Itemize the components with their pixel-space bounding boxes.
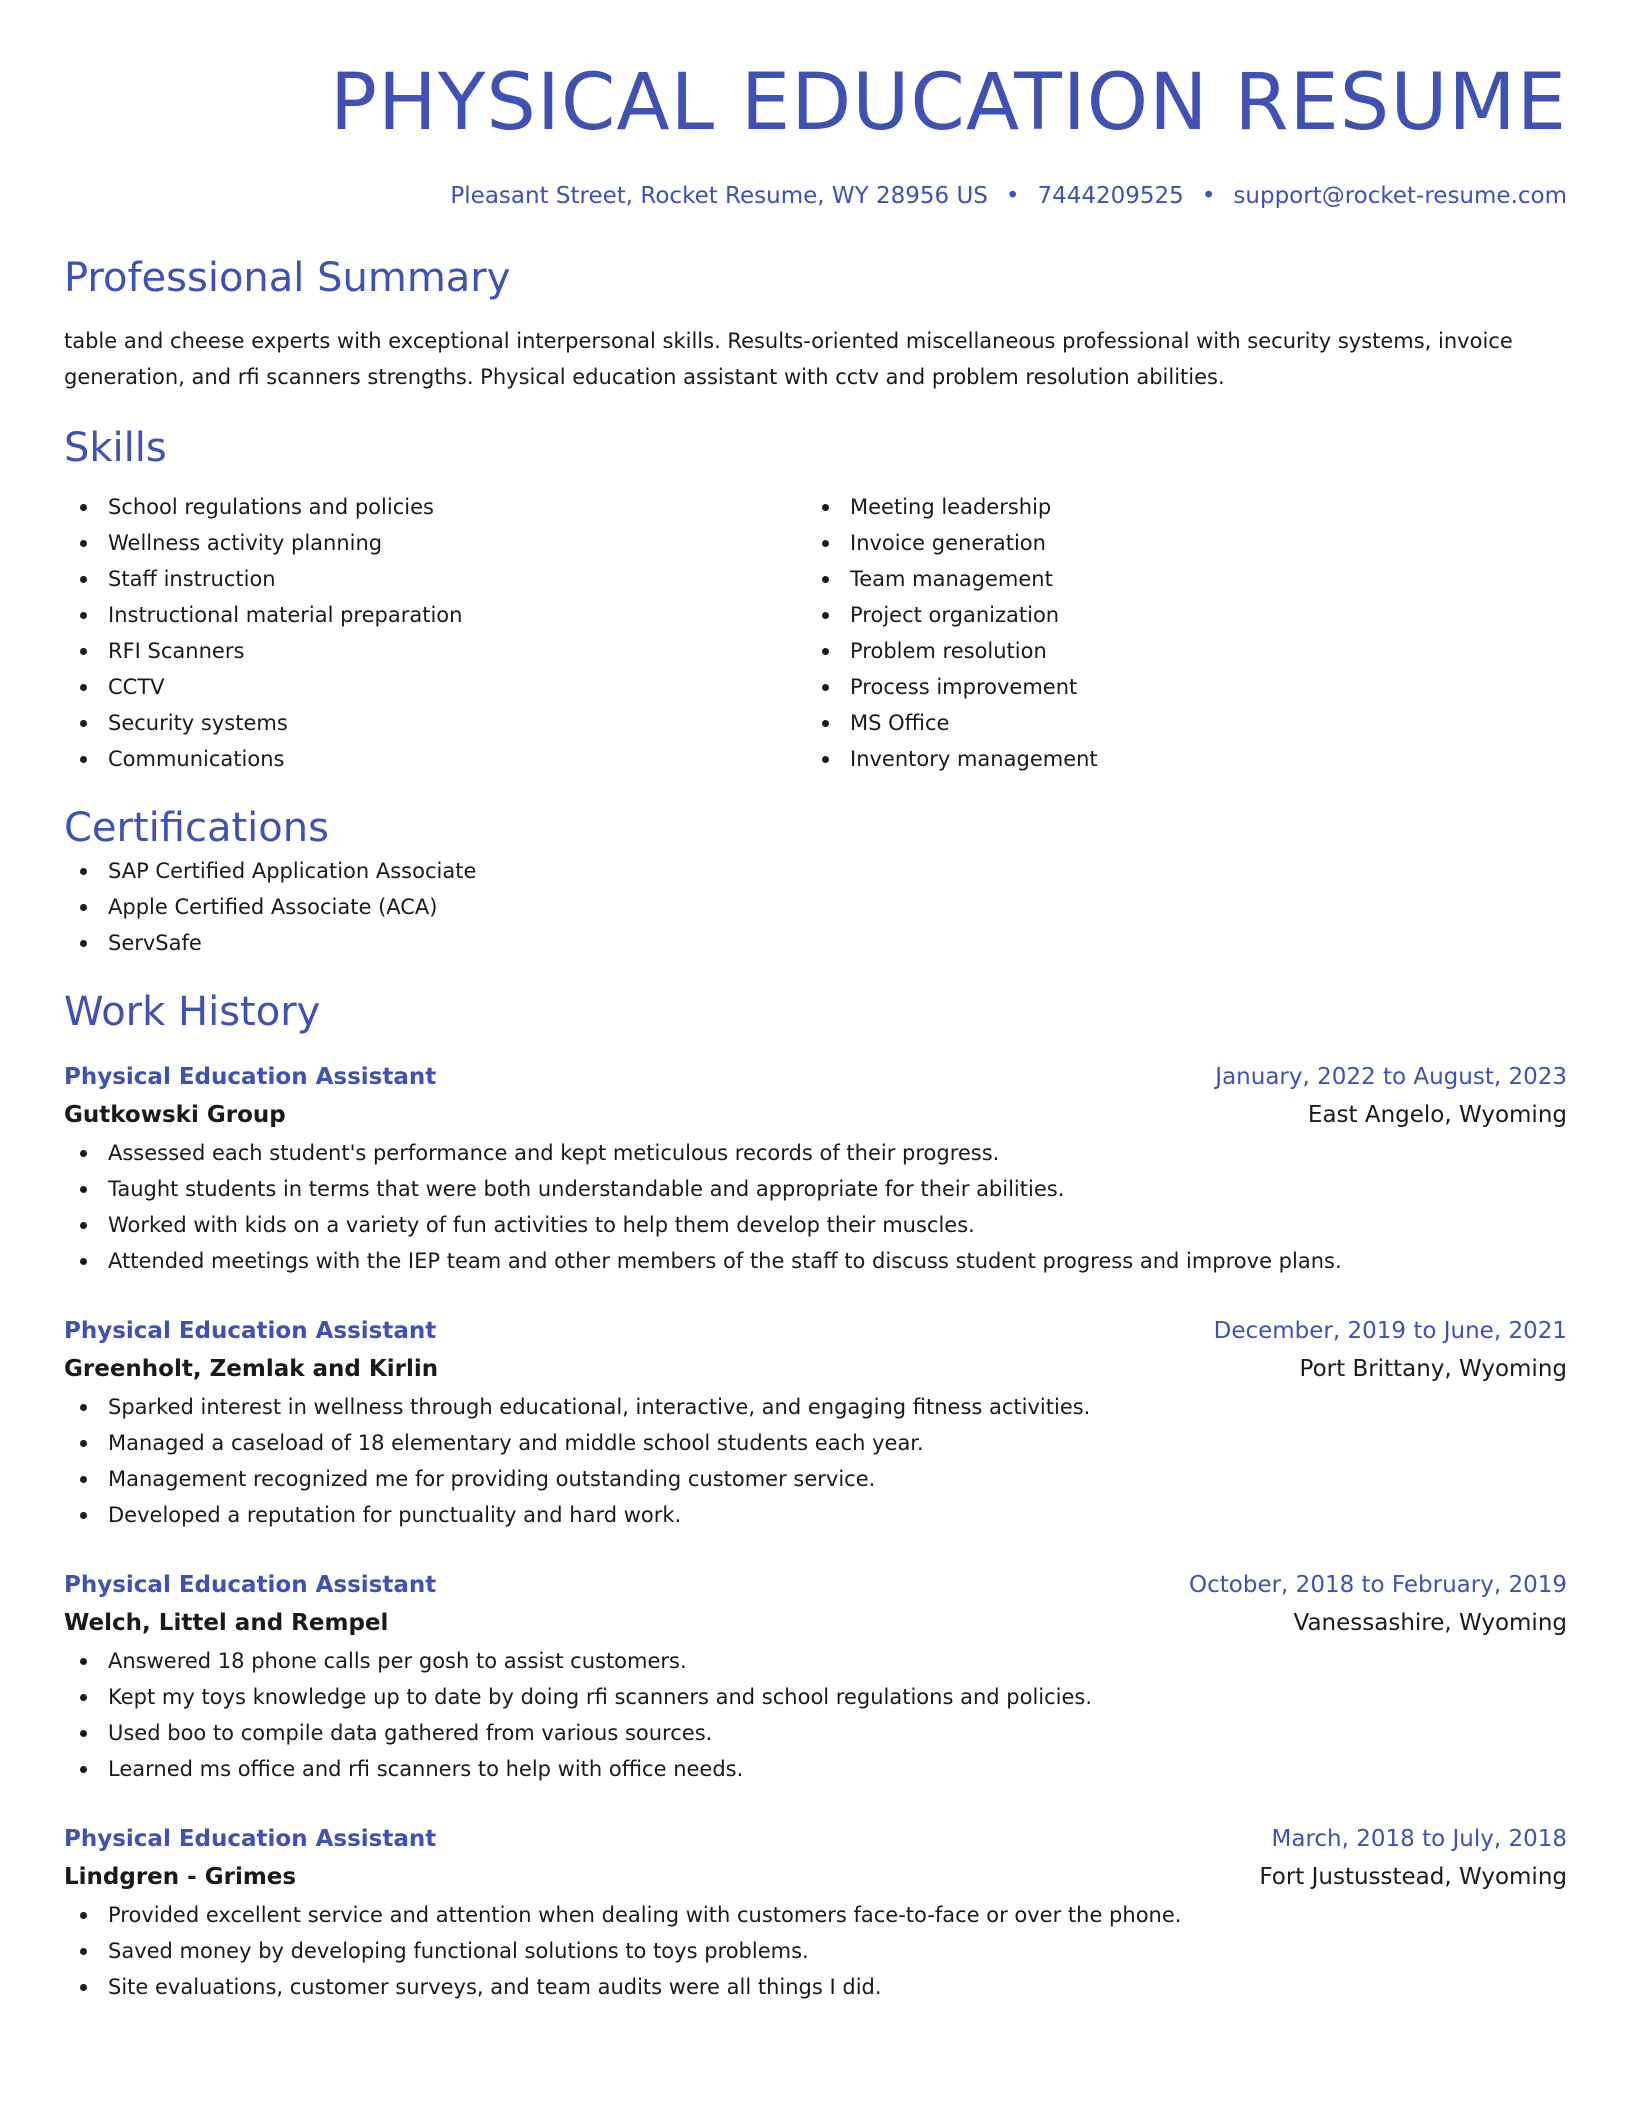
section-heading-summary: Professional Summary — [64, 255, 511, 301]
job-company: Welch, Littel and Rempel — [64, 1610, 389, 1636]
skill-item: Project organization — [806, 597, 1548, 633]
contact-phone[interactable]: 7444209525 — [1037, 183, 1184, 209]
skill-item: Staff instruction — [64, 561, 806, 597]
skill-item: Communications — [64, 741, 806, 777]
skills-list-left — [64, 489, 806, 777]
job-title: Physical Education Assistant — [64, 1826, 437, 1852]
certification-item: SAP Certified Application Associate — [64, 853, 1567, 889]
job-entry — [64, 1059, 1567, 1279]
skills-column-right — [806, 489, 1548, 777]
job-duties-list — [64, 1389, 1567, 1533]
job-employer-row — [64, 1349, 1567, 1389]
job-entry — [64, 1313, 1567, 1533]
job-header-row — [64, 1821, 1567, 1857]
skill-item: Instructional material preparation — [64, 597, 806, 633]
skill-item: Team management — [806, 561, 1548, 597]
job-location: East Angelo, Wyoming — [1307, 1102, 1567, 1128]
certification-item: Apple Certified Associate (ACA) — [64, 889, 1567, 925]
job-duty-item: Assessed each student's performance and kept meticulous records of their progress. — [64, 1135, 1567, 1171]
skill-item: Security systems — [64, 705, 806, 741]
contact-separator: • — [1201, 183, 1216, 209]
certifications-list — [64, 853, 1567, 961]
skill-item: Meeting leadership — [806, 489, 1548, 525]
skill-item: Wellness activity planning — [64, 525, 806, 561]
job-header-row — [64, 1059, 1567, 1095]
job-duty-item: Managed a caseload of 18 elementary and middle school students each year. — [64, 1425, 1567, 1461]
job-duty-item: Answered 18 phone calls per gosh to assist customers. — [64, 1643, 1567, 1679]
job-company: Gutkowski Group — [64, 1102, 286, 1128]
job-dates: December, 2019 to June, 2021 — [1213, 1318, 1567, 1344]
skill-item: Inventory management — [806, 741, 1548, 777]
skill-item: Process improvement — [806, 669, 1548, 705]
job-duty-item: Saved money by developing functional solutions to toys problems. — [64, 1933, 1567, 1969]
contact-address: Pleasant Street, Rocket Resume, WY 28956 US — [450, 183, 988, 209]
job-entry — [64, 1567, 1567, 1787]
skill-item: MS Office — [806, 705, 1548, 741]
section-heading-certifications: Certifications — [64, 805, 329, 851]
job-title: Physical Education Assistant — [64, 1572, 437, 1598]
job-duty-item: Worked with kids on a variety of fun activities to help them develop their muscles. — [64, 1207, 1567, 1243]
contact-separator: • — [1005, 183, 1020, 209]
job-employer-row — [64, 1603, 1567, 1643]
job-duties-list — [64, 1135, 1567, 1279]
skill-item: Problem resolution — [806, 633, 1548, 669]
job-header-row — [64, 1313, 1567, 1349]
job-title: Physical Education Assistant — [64, 1318, 437, 1344]
job-location: Port Brittany, Wyoming — [1299, 1356, 1567, 1382]
resume-page — [64, 0, 1567, 2005]
contact-email[interactable]: support@rocket-resume.com — [1233, 183, 1567, 209]
certification-item: ServSafe — [64, 925, 1567, 961]
job-duty-item: Sparked interest in wellness through educational, interactive, and engaging fitness activities. — [64, 1389, 1567, 1425]
job-duty-item: Management recognized me for providing outstanding customer service. — [64, 1461, 1567, 1497]
job-dates: March, 2018 to July, 2018 — [1271, 1826, 1567, 1852]
job-entry — [64, 1821, 1567, 2005]
skills-list-right — [806, 489, 1548, 777]
job-duty-item: Attended meetings with the IEP team and other members of the staff to discuss student progress and improve plans. — [64, 1243, 1567, 1279]
job-dates: January, 2022 to August, 2023 — [1215, 1064, 1567, 1090]
job-location: Fort Justusstead, Wyoming — [1259, 1864, 1567, 1890]
job-title: Physical Education Assistant — [64, 1064, 437, 1090]
skill-item: CCTV — [64, 669, 806, 705]
section-heading-work-history: Work History — [64, 989, 321, 1035]
section-heading-skills: Skills — [64, 425, 167, 471]
resume-title: PHYSICAL EDUCATION RESUME — [330, 58, 1567, 148]
job-company: Greenholt, Zemlak and Kirlin — [64, 1356, 439, 1382]
job-duty-item: Provided excellent service and attention when dealing with customers face-to-face or over the phone. — [64, 1897, 1567, 1933]
skills-columns — [64, 489, 1567, 777]
job-header-row — [64, 1567, 1567, 1603]
skill-item: Invoice generation — [806, 525, 1548, 561]
job-duties-list — [64, 1897, 1567, 2005]
summary-text: table and cheese experts with exceptional interpersonal skills. Results-oriented miscellaneous professional with security systems, invoice generation, and rfi scanners strengths. Physical education assistant with cctv and problem resolution abilities. — [64, 329, 1513, 389]
skills-column-left — [64, 489, 806, 777]
job-company: Lindgren - Grimes — [64, 1864, 297, 1890]
job-employer-row — [64, 1857, 1567, 1897]
skill-item: RFI Scanners — [64, 633, 806, 669]
contact-line — [64, 181, 1567, 211]
job-duty-item: Developed a reputation for punctuality and hard work. — [64, 1497, 1567, 1533]
job-location: Vanessashire, Wyoming — [1293, 1610, 1567, 1636]
job-dates: October, 2018 to February, 2019 — [1189, 1572, 1567, 1598]
job-duty-item: Used boo to compile data gathered from various sources. — [64, 1715, 1567, 1751]
job-duty-item: Kept my toys knowledge up to date by doing rfi scanners and school regulations and policies. — [64, 1679, 1567, 1715]
skill-item: School regulations and policies — [64, 489, 806, 525]
job-duties-list — [64, 1643, 1567, 1787]
job-duty-item: Site evaluations, customer surveys, and team audits were all things I did. — [64, 1969, 1567, 2005]
job-duty-item: Learned ms office and rfi scanners to help with office needs. — [64, 1751, 1567, 1787]
job-employer-row — [64, 1095, 1567, 1135]
job-duty-item: Taught students in terms that were both understandable and appropriate for their abilities. — [64, 1171, 1567, 1207]
